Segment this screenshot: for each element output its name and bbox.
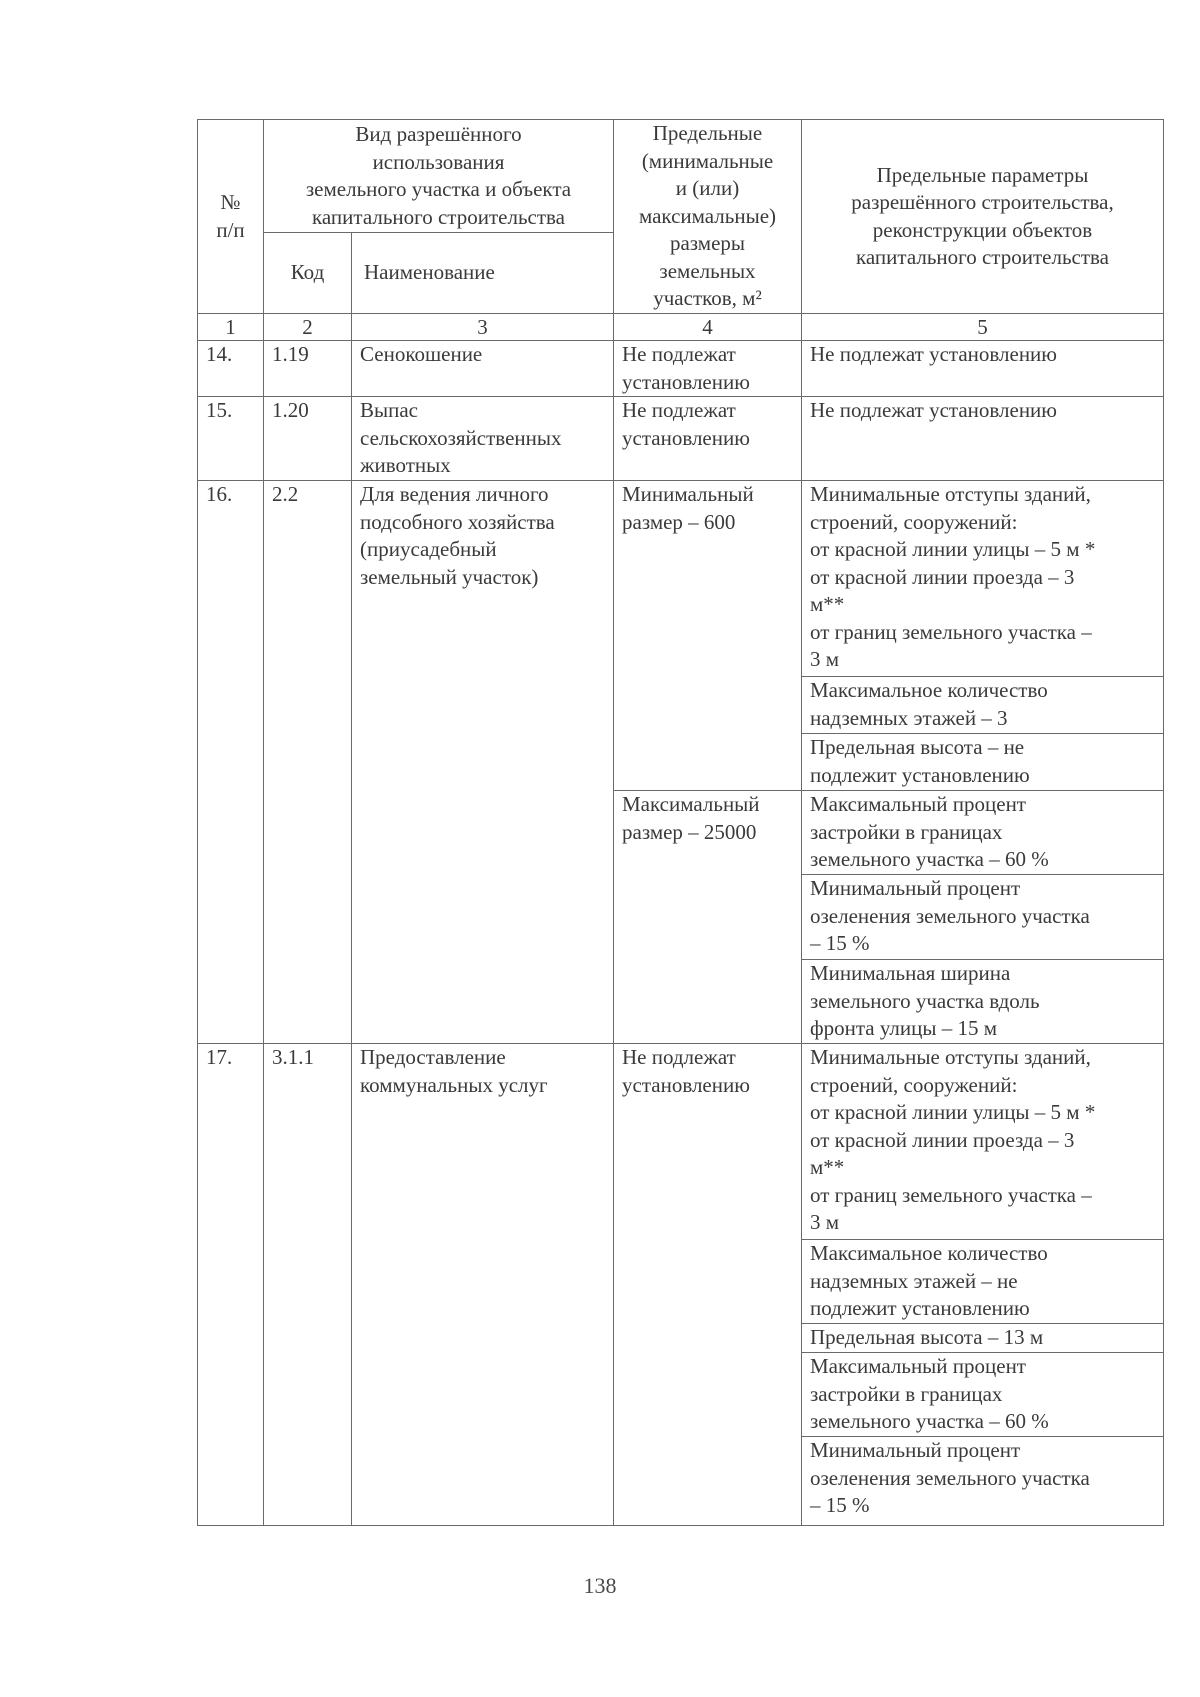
table-row (198, 397, 1164, 481)
table-row (198, 341, 1164, 397)
row-params-group (802, 791, 1164, 1044)
param-min-frontage-width: Минимальная ширина земельного участка вдоль фронта улицы – 15 м (802, 959, 1163, 1043)
page-number: 138 (583, 1573, 617, 1598)
row-name: Для ведения личного подсобного хозяйства (приусадебный земельный участок) (352, 481, 614, 1044)
header-name: Наименование (352, 233, 614, 314)
row-params-group (802, 481, 1164, 791)
header-plot-sizes: Предельные (минимальные и (или) максимальные) размеры земельных участков, м² (614, 120, 802, 314)
row-code: 3.1.1 (264, 1044, 352, 1526)
param-max-height: Предельная высота – не подлежит установлению (802, 733, 1163, 790)
param-max-floors: Максимальное количество надземных этажей – не подлежит установлению (802, 1239, 1163, 1323)
param-max-build-percent: Максимальный процент застройки в границах земельного участка – 60 % (810, 792, 1049, 871)
table-row (198, 1044, 1164, 1526)
param-max-floors: Максимальное количество надземных этажей – 3 (802, 676, 1163, 733)
row-name: Предоставление коммунальных услуг (352, 1044, 614, 1526)
column-number: 3 (352, 314, 614, 341)
table-row (198, 481, 1164, 791)
column-number: 5 (802, 314, 1164, 341)
row-plot-size: Не подлежат установлению (614, 1044, 802, 1526)
header-construction-params: Предельные параметры разрешённого строительства, реконструкции объектов капитального строительства (802, 120, 1164, 314)
header-row-number: № п/п (198, 120, 264, 314)
row-code: 1.20 (264, 397, 352, 481)
row-number: 15. (198, 397, 264, 481)
row-code: 2.2 (264, 481, 352, 1044)
row-plot-size-min: Минимальный размер – 600 (614, 481, 802, 791)
row-params-group (802, 1044, 1164, 1526)
row-number: 17. (198, 1044, 264, 1526)
row-params: Не подлежат установлению (802, 341, 1164, 397)
param-setbacks: Минимальные отступы зданий, строений, сооружений: от красной линии улицы – 5 м * от красной линии проезда – 3 м** от границ земельного участка – 3 м (810, 1045, 1096, 1234)
row-number: 14. (198, 341, 264, 397)
row-plot-size: Не подлежат установлению (614, 341, 802, 397)
column-number: 4 (614, 314, 802, 341)
param-setbacks: Минимальные отступы зданий, строений, сооружений: от красной линии улицы – 5 м * от красной линии проезда – 3 м** от границ земельного участка – 3 м (810, 482, 1096, 671)
column-number: 2 (264, 314, 352, 341)
row-plot-size-max: Максимальный размер – 25000 (614, 791, 802, 1044)
row-name: Выпас сельскохозяйственных животных (352, 397, 614, 481)
row-name: Сенокошение (352, 341, 614, 397)
column-number: 1 (198, 314, 264, 341)
row-code: 1.19 (264, 341, 352, 397)
row-plot-size: Не подлежат установлению (614, 397, 802, 481)
row-number: 16. (198, 481, 264, 1044)
param-max-height: Предельная высота – 13 м (802, 1323, 1163, 1352)
zoning-parameters-table (197, 119, 1164, 1526)
header-usage-type: Вид разрешённого использования земельного участка и объекта капитального строительства (264, 120, 614, 233)
row-params: Не подлежат установлению (802, 397, 1164, 481)
header-code: Код (264, 233, 352, 314)
param-min-green-percent: Минимальный процент озеленения земельного участка – 15 % (802, 874, 1163, 959)
param-max-build-percent: Максимальный процент застройки в границах земельного участка – 60 % (802, 1352, 1163, 1436)
param-min-green-percent: Минимальный процент озеленения земельного участка – 15 % (802, 1436, 1163, 1525)
